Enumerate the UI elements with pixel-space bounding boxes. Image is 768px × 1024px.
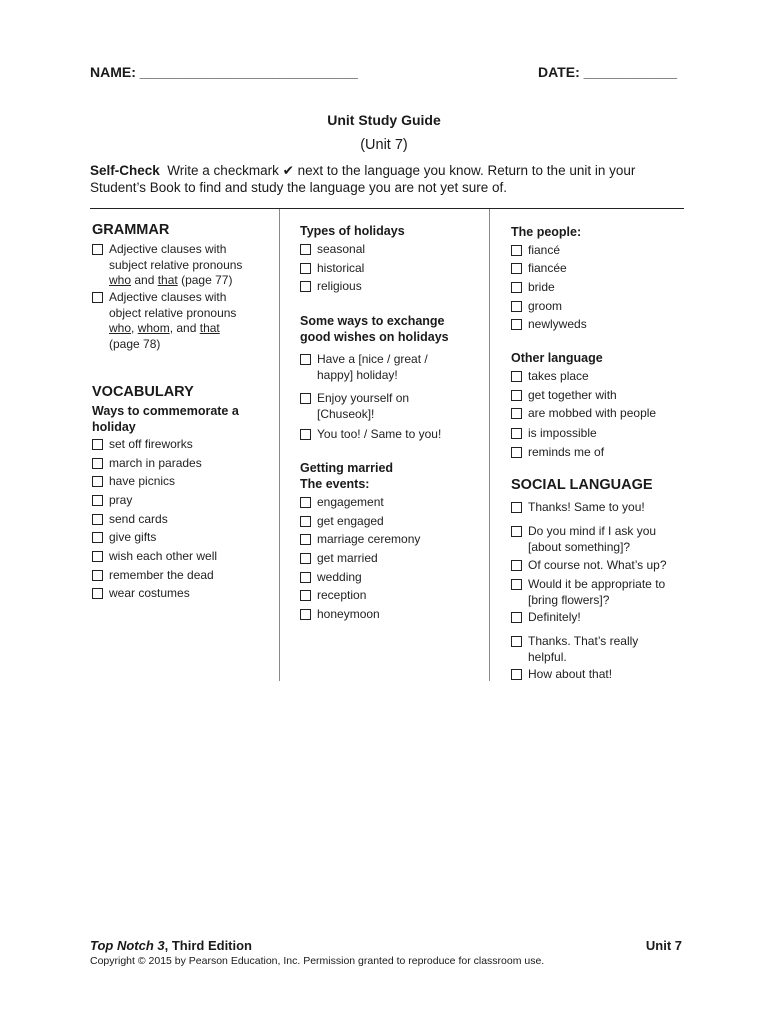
self-check-label: Self-Check — [90, 163, 160, 178]
footer-book-title: Top Notch 3, Third Edition — [90, 938, 253, 953]
checkbox[interactable] — [511, 560, 522, 571]
checklist-item: send cards — [92, 512, 168, 528]
checkbox[interactable] — [300, 553, 311, 564]
name-field-label: NAME: ____________________________ — [90, 64, 358, 80]
checkbox[interactable] — [300, 572, 311, 583]
checklist-item: Enjoy yourself on [Chuseok]! — [300, 391, 480, 422]
checklist-item: get together with — [511, 388, 617, 404]
checklist-item: You too! / Same to you! — [300, 427, 480, 443]
checklist-item: engagement — [300, 495, 384, 511]
checkbox[interactable] — [300, 244, 311, 255]
checklist-item: Thanks. That’s really helpful. — [511, 634, 686, 665]
checklist-item: get engaged — [300, 514, 384, 530]
checkbox[interactable] — [300, 516, 311, 527]
column-divider-2 — [489, 209, 490, 681]
checkbox[interactable] — [92, 495, 103, 506]
intro-line-1: Write a checkmark ✔ next to the language you know. Return to the unit in your — [167, 163, 636, 178]
checkbox[interactable] — [300, 281, 311, 292]
checklist-item: Adjective clauses with subject relative pronouns who and that (page 77) — [92, 242, 277, 289]
checkbox[interactable] — [300, 429, 311, 440]
checkbox[interactable] — [511, 447, 522, 458]
checklist-item: wear costumes — [92, 586, 190, 602]
grammar-heading: GRAMMAR — [92, 222, 170, 238]
checkbox[interactable] — [511, 390, 522, 401]
checkbox[interactable] — [92, 292, 103, 303]
checkbox[interactable] — [511, 612, 522, 623]
checkbox[interactable] — [511, 526, 522, 537]
checkbox[interactable] — [92, 244, 103, 255]
checkbox[interactable] — [300, 609, 311, 620]
checkbox[interactable] — [511, 319, 522, 330]
types-heading: Types of holidays — [300, 224, 405, 238]
checklist-item: fiancé — [511, 243, 560, 259]
checklist-item: Would it be appropriate to [bring flowers]? — [511, 577, 686, 608]
checklist-item: bride — [511, 280, 555, 296]
checklist-item: historical — [300, 261, 364, 277]
checkbox[interactable] — [511, 245, 522, 256]
other-language-heading: Other language — [511, 351, 603, 365]
checklist-item: march in parades — [92, 456, 202, 472]
checklist-item: give gifts — [92, 530, 156, 546]
checkbox[interactable] — [300, 590, 311, 601]
married-heading: Getting married The events: — [300, 461, 394, 491]
page-subtitle: (Unit 7) — [360, 137, 408, 153]
checkbox[interactable] — [92, 439, 103, 450]
checklist-item: reminds me of — [511, 445, 604, 461]
column-divider-1 — [279, 209, 280, 681]
checklist-item: seasonal — [300, 242, 365, 258]
checklist-item: remember the dead — [92, 568, 214, 584]
checklist-item: Adjective clauses with object relative pronouns who, whom, and that (page 78) — [92, 290, 277, 352]
checkbox[interactable] — [92, 514, 103, 525]
social-language-heading: SOCIAL LANGUAGE — [511, 477, 653, 493]
checkbox[interactable] — [511, 579, 522, 590]
checklist-item: Do you mind if I ask you [about something]? — [511, 524, 686, 555]
checkbox[interactable] — [300, 497, 311, 508]
checklist-item: pray — [92, 493, 132, 509]
page-title: Unit Study Guide — [327, 112, 441, 128]
checkbox[interactable] — [511, 263, 522, 274]
vocabulary-heading: VOCABULARY — [92, 384, 194, 400]
checklist-item: honeymoon — [300, 607, 380, 623]
checklist-item: groom — [511, 299, 562, 315]
checkbox[interactable] — [300, 534, 311, 545]
checkbox[interactable] — [511, 301, 522, 312]
footer-copyright: Copyright © 2015 by Pearson Education, Inc. Permission granted to reproduce for classroom use. — [90, 955, 545, 967]
intro-line-2: Student’s Book to find and study the language you are not yet sure of. — [90, 180, 508, 195]
checkbox[interactable] — [511, 502, 522, 513]
checklist-item: Definitely! — [511, 610, 686, 626]
checkbox[interactable] — [511, 408, 522, 419]
intro-text — [90, 162, 690, 196]
checklist-item: reception — [300, 588, 366, 604]
checkbox[interactable] — [92, 570, 103, 581]
checklist-item: Thanks! Same to you! — [511, 500, 686, 516]
checklist-item: newlyweds — [511, 317, 587, 333]
vocab-subheading: Ways to commemorate a holiday — [92, 404, 239, 434]
header-divider — [90, 208, 684, 209]
checklist-item: Have a [nice / great / happy] holiday! — [300, 352, 480, 383]
checklist-item: wish each other well — [92, 549, 217, 565]
checklist-item: is impossible — [511, 426, 597, 442]
checkbox[interactable] — [92, 458, 103, 469]
checklist-item: Of course not. What’s up? — [511, 558, 686, 574]
checkbox[interactable] — [511, 669, 522, 680]
checkbox[interactable] — [92, 551, 103, 562]
checklist-item: How about that! — [511, 667, 686, 683]
people-heading: The people: — [511, 225, 582, 239]
checkbox[interactable] — [300, 393, 311, 404]
checkbox[interactable] — [92, 588, 103, 599]
checkbox[interactable] — [300, 263, 311, 274]
checklist-item: marriage ceremony — [300, 532, 420, 548]
checklist-item: takes place — [511, 369, 589, 385]
checkbox[interactable] — [92, 532, 103, 543]
checkbox[interactable] — [511, 371, 522, 382]
checkbox[interactable] — [511, 282, 522, 293]
checklist-item: are mobbed with people — [511, 406, 656, 422]
checklist-item: have picnics — [92, 474, 175, 490]
checklist-item: religious — [300, 279, 362, 295]
checklist-item: get married — [300, 551, 378, 567]
checklist-item: set off fireworks — [92, 437, 193, 453]
checkbox[interactable] — [92, 476, 103, 487]
checkbox[interactable] — [300, 354, 311, 365]
checklist-item: fiancée — [511, 261, 567, 277]
checkbox[interactable] — [511, 428, 522, 439]
checkbox[interactable] — [511, 636, 522, 647]
ways-heading: Some ways to exchange good wishes on holidays — [300, 314, 449, 344]
date-field-label: DATE: ____________ — [538, 64, 678, 80]
checklist-item: wedding — [300, 570, 362, 586]
footer-unit: Unit 7 — [645, 938, 682, 953]
